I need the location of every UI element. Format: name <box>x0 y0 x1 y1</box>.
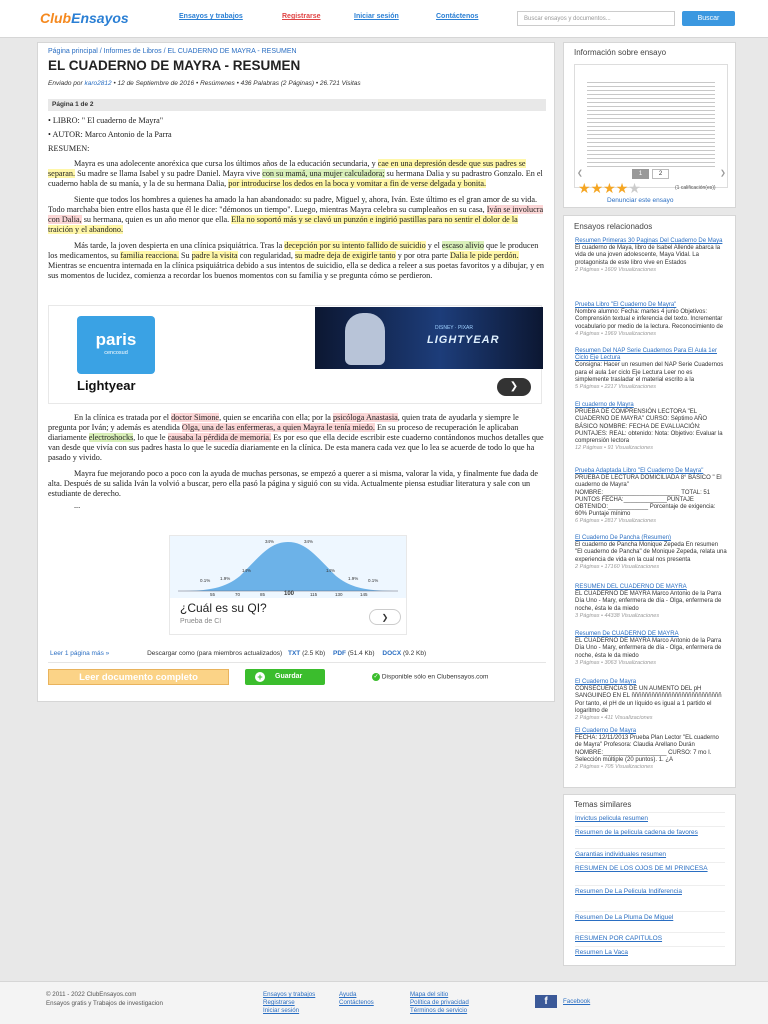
text: Mientras se encuentra internada en la clínica psiquiátrica debido a sus intentos de suicidio, ella se dedica a releer a sus poetas favoritos y a dibujar, y en sus momentos de lucidez, comienza a recordar los buenos momentos con su familia y se pregunta cómo se perdieron. <box>48 261 544 280</box>
nav-iniciar-sesion[interactable]: Iniciar sesión <box>354 13 399 20</box>
main-content <box>37 42 555 702</box>
doc-meta <box>48 80 361 87</box>
essay-paragraph: Mayra fue mejorando poco a poco con la ayuda de muchas personas, se empezó a querer a si misma, valorar la vida, y finalmente fue dada de alta. Después de su salida Iván la volvió a buscar, pero ella pasó la página y siguió con su vida. Actualmente piensa estudiar literatura y sale con un estudiante de derecho. <box>48 469 539 498</box>
divider <box>575 812 725 813</box>
highlight: decepción por su intento fallido de suicidio <box>284 241 426 250</box>
sent-by-label: Enviado por <box>48 80 83 87</box>
breadcrumb-current[interactable]: EL CUADERNO DE MAYRA - RESUMEN <box>167 48 297 55</box>
similar-title: Temas similares <box>574 800 632 809</box>
related-item-title[interactable]: El cuaderno de Mayra <box>575 402 634 408</box>
doc-words: 436 Palabras (2 Páginas) <box>240 80 315 87</box>
breadcrumb-category[interactable]: Informes de Libros <box>103 48 162 55</box>
search-input[interactable]: Buscar ensayos y documentos... <box>517 11 675 26</box>
ad-banner-lightyear[interactable] <box>48 305 542 404</box>
sidebar-info <box>563 42 736 208</box>
divider <box>575 932 725 933</box>
similar-item[interactable]: Resumen La Vaca <box>575 949 628 956</box>
breadcrumb-sep: / <box>161 48 168 55</box>
facebook-link[interactable]: Facebook <box>563 998 591 1005</box>
paris-logo-sub: cencosud <box>104 350 128 356</box>
highlight: con su mamá, una mujer calculadora; <box>262 169 385 178</box>
related-item-title[interactable]: El Cuaderno De Mayra <box>575 679 637 685</box>
highlight: cae en una depresión desde que sus padres se separan. <box>48 159 526 178</box>
text: Su <box>178 251 192 260</box>
related-item-body: EL CUADERNO DE MAYRA Marco Antonio de la Parra Día Uno - Mary, enfermera de día - Olga, enfermera de noche, ésta le da miedo <box>575 591 722 612</box>
essay-paragraph <box>48 241 544 281</box>
related-item-meta: 3 Páginas • 44338 Visualizaciones <box>575 612 660 619</box>
text: que le producen los medicamentos, su <box>48 241 539 260</box>
text: En su proceso de recuperación le aplicaban diariamente <box>48 423 519 442</box>
breadcrumb-sep: / <box>97 48 104 55</box>
download-txt-size: (2.5 Kb) <box>302 650 326 657</box>
doc-date: 12 de Septiembre de 2016 <box>117 80 195 87</box>
site-logo[interactable] <box>40 10 129 26</box>
highlight: Dalia le pide perdón. <box>450 251 519 260</box>
ad-next-button[interactable]: ❯ <box>497 378 531 396</box>
essay-paragraph <box>48 159 544 189</box>
footer-copyright: © 2011 - 2022 ClubEnsayos.com <box>46 991 137 998</box>
meta-sep: • <box>113 80 118 87</box>
nav-registrarse[interactable]: Registrarse <box>282 13 321 20</box>
related-item-title[interactable]: Prueba Libro "El Cuaderno De Mayra" <box>575 302 677 308</box>
related-item-meta: 3 Páginas • 3063 Visualizaciones <box>575 659 657 666</box>
text: , quien trata de ayudarla y siempre le pregunta por Iván; y además es atendida <box>48 413 519 432</box>
iq-pct: 34% <box>265 539 275 544</box>
author-link[interactable]: karo2812 <box>84 80 112 87</box>
iq-pct: 1.9% <box>220 576 231 581</box>
related-item[interactable] <box>575 584 727 620</box>
iq-tick: 145 <box>360 592 368 597</box>
footer-link-contacto[interactable]: Contáctenos <box>339 999 374 1006</box>
related-item-meta: 4 Páginas • 1969 Visualizaciones <box>575 330 657 337</box>
footer-link-ayuda[interactable]: Ayuda <box>339 991 357 998</box>
thumb-page-2[interactable]: 2 <box>652 169 669 179</box>
thumb-prev-icon[interactable]: ❮ <box>577 170 583 177</box>
iq-pct: 34% <box>304 539 314 544</box>
highlight: padre la visita <box>191 251 238 260</box>
essay-paragraph <box>48 195 544 235</box>
highlight: escaso alivio <box>441 241 484 250</box>
highlight: Ella no soportó más y se clavó un punzón e ingirió pastillas para no sentir el dolor de la traición y el abandono. <box>48 215 518 234</box>
doc-visits: 26.721 Visitas <box>319 80 361 87</box>
related-item-body: Nombre alumno: Fecha: martes 4 junio Objetivos: Comprensión textual e inferencia del texto. Incrementar vocabulario por medio de la lectura. Reconocimiento de <box>575 309 724 330</box>
text: En la clínica es tratada por el <box>74 413 172 422</box>
related-item-title[interactable]: RESUMEN DEL CUADERNO DE MAYRA <box>575 584 687 590</box>
paris-logo-text: paris <box>95 330 137 349</box>
highlight: su madre deja de exigirle tanto <box>294 251 396 260</box>
text: su hermana Dalia y su padrastro Gonzalo. En el cuaderno habla de su manía, y la de su hermana Dalia, <box>48 169 543 188</box>
related-item-meta: 2 Páginas • 411 Visualizaciones <box>575 715 653 722</box>
related-item-body: CONSECUENCIAS DE UN AUMENTO DEL pH SANGUINEO EN EL ñññññññññññññññññññññññññññ Por tanto, el pH de un líquido es igual a 1 partido el logaritmo de <box>575 686 722 714</box>
read-full-button[interactable]: Leer documento completo <box>48 669 229 685</box>
essay-paragraph <box>48 413 544 463</box>
essay-line: • AUTOR: Marco Antonio de la Parra <box>48 130 172 139</box>
related-item-meta: 2 Páginas • 1609 Visualizaciones <box>575 266 657 273</box>
related-item[interactable] <box>575 631 727 667</box>
related-item[interactable] <box>575 302 727 338</box>
available-text: Disponible sólo en Clubensayos.com <box>381 673 489 681</box>
iq-labels <box>170 536 406 598</box>
related-item-body: El cuaderno de Pancha Monique Zepeda En resumen "El cuaderno de Pancha" de Monique Zepeda, relata una experiencia de vida en la cual nos presenta <box>575 542 727 563</box>
footer-link-terms[interactable]: Términos de servicio <box>410 1007 468 1014</box>
rating-stars[interactable] <box>578 180 641 197</box>
lightyear-poster <box>315 307 543 369</box>
related-item-title[interactable]: El Cuaderno De Mayra <box>575 728 637 734</box>
star-icon[interactable]: ★ <box>628 180 641 196</box>
text: con regularidad, <box>237 251 295 260</box>
text: , quien se encariña con ella; por la <box>219 413 333 422</box>
thumbnail-lines <box>587 79 715 169</box>
similar-item[interactable]: Resumen De La Pluma De Miguel <box>575 914 674 921</box>
doc-type: Resúmenes <box>200 80 235 87</box>
highlight: Iván se involucra con Dalia, <box>48 205 544 224</box>
paris-logo <box>77 316 155 374</box>
related-item-title[interactable]: El Cuaderno De Pancha (Resumen) <box>575 535 672 541</box>
related-item-meta: 2 Páginas • 705 Visualizaciones <box>575 764 653 771</box>
footer-tagline: Ensayos gratis y Trabajos de investigacion <box>46 1000 163 1007</box>
iq-ad-title: ¿Cuál es su QI? <box>180 601 267 615</box>
footer-link-registrarse[interactable]: Registrarse <box>263 999 295 1006</box>
thumb-next-icon[interactable]: ❯ <box>720 170 726 177</box>
similar-item[interactable]: RESUMEN DE LOS OJOS DE MI PRINCESA <box>575 865 708 872</box>
related-item[interactable] <box>575 535 727 571</box>
essay-body-2 <box>48 413 544 511</box>
breadcrumb <box>48 48 297 55</box>
iq-tick: 100 <box>284 591 295 597</box>
meta-sep: • <box>195 80 201 87</box>
related-item-title[interactable]: Resumen Del NAP Serie Cuadernos Para El Aula 1er Ciclo Eje Lectura <box>575 348 717 362</box>
iq-pct: 14% <box>326 568 336 573</box>
text: y el <box>425 241 442 250</box>
report-link[interactable]: Denunciar este ensayo <box>607 197 674 204</box>
iq-tick: 55 <box>210 592 216 597</box>
rating-count: (1 calificación(es)) <box>675 185 716 191</box>
download-docx[interactable]: DOCX <box>382 650 402 657</box>
sidebar-similar <box>563 794 736 966</box>
related-item-meta: 2 Páginas • 17160 Visualizaciones <box>575 563 660 570</box>
footer <box>0 981 768 1024</box>
related-title: Ensayos relacionados <box>574 222 653 231</box>
star-icon[interactable]: ★ <box>590 180 604 196</box>
related-item-title[interactable]: Prueba Adaptada Libro "El Cuaderno De Mayra" <box>575 468 704 474</box>
doc-thumbnail[interactable] <box>574 64 728 188</box>
highlight: electroshocks <box>88 433 134 442</box>
sidebar-related <box>563 215 736 788</box>
text: su hermana, quien es un año menor que ella. <box>81 215 232 224</box>
ad-next-button[interactable]: ❯ <box>369 609 401 625</box>
text: Mayra es una adolecente anoréxica que cursa los últimos años de la educación secundaria, y <box>74 159 378 168</box>
poster-studio: DISNEY · PIXAR <box>435 325 473 331</box>
highlight: causaba la pérdida de memoria. <box>167 433 272 442</box>
similar-item[interactable]: Resumen de la pelicula cadena de favores <box>575 829 698 836</box>
similar-item[interactable]: RESUMEN POR CAPITULOS <box>575 935 663 942</box>
ad-banner-iq[interactable] <box>169 535 407 635</box>
iq-tick: 130 <box>335 592 343 597</box>
similar-item[interactable]: Invictus pelicula resumen <box>575 815 648 822</box>
related-item-title[interactable]: Resumen De CUADERNO DE MAYRA <box>575 631 679 637</box>
star-icon[interactable]: ★ <box>615 180 629 196</box>
buzz-figure <box>345 313 385 365</box>
divider <box>575 885 725 886</box>
logo-ensayos: Ensayos <box>71 10 129 26</box>
text: Siente que todos los hombres a quienes ha amado la han abandonado: su padre, Miguel y, ahora, Iván. Este último es el gran amor de su vida. Todo marchaba bien entre ellos hasta que él le dice: "démonos un tiempo". Luego, mientras Mayra celebra su cumpleaños en su casa, <box>48 195 538 214</box>
text: Más tarde, la joven despierta en una clínica psiquiátrica. Tras la <box>74 241 285 250</box>
search-button[interactable]: Buscar <box>682 11 735 26</box>
iq-ad-sub: Prueba de CI <box>180 618 222 625</box>
essay-line: RESUMEN: <box>48 144 90 153</box>
nav-contactenos[interactable]: Contáctenos <box>436 13 479 20</box>
read-more-link[interactable]: Leer 1 página más » <box>50 650 110 657</box>
thumb-page-1[interactable]: 1 <box>632 169 649 179</box>
divider <box>575 911 725 912</box>
text: Es por eso que ella decide escribir este cuaderno contándonos muchos detalles que van desde que vivía con sus padres hasta lo que le sucedía diariamente en la clínica. De esta manera cada vez que lo lea se acuerde de todo lo que ha pasado y vivido. <box>48 433 544 462</box>
highlight: Olga, una de las enfermeras, a quien Mayra le tenía miedo. <box>181 423 375 432</box>
divider <box>575 848 725 849</box>
iq-pct: 0.1% <box>368 578 379 583</box>
footer-link-sitemap[interactable]: Mapa del sitio <box>410 991 449 998</box>
text: , lo que le <box>133 433 168 442</box>
essay-body <box>48 116 544 281</box>
related-item-body: Consigna: Hacer un resumen del NAP Serie Cuadernos para el aula 1er ciclo Eje Lectura Leer no es simplemente trasladar el material escrito a la <box>575 362 724 383</box>
download-txt[interactable]: TXT <box>288 650 301 657</box>
divider <box>48 662 546 663</box>
related-item-body: EL CUADERNO DE MAYRA Marco Antonio de la Parra Día Uno - Mary, enfermera de día - Olga, enfermera de noche, ésta le da miedo <box>575 638 722 659</box>
divider <box>575 862 725 863</box>
related-item[interactable] <box>575 728 727 771</box>
footer-link-ensayos[interactable]: Ensayos y trabajos <box>263 991 316 998</box>
related-item-meta: 6 Páginas • 2817 Visualizaciones <box>575 518 657 525</box>
facebook-icon[interactable]: f <box>535 995 557 1008</box>
meta-sep: • <box>236 80 241 87</box>
related-item-meta: 5 Páginas • 2217 Visualizaciones <box>575 384 657 391</box>
available-note <box>372 673 488 681</box>
related-item-body: El cuaderno de Maya, libro de Isabel Allende abarca la vida de una joven adolescente, Maya Vidal. La protagonista de este libro vive en Estados <box>575 245 721 266</box>
logo-club: Club <box>40 10 72 26</box>
iq-pct: 14% <box>242 568 252 573</box>
similar-item[interactable]: Resumen De La Pelicula Indiferencia <box>575 888 682 895</box>
related-item-body: FECHA: 12/11/2013 Prueba Plan Lector "EL cuaderno de Mayra" Profesora: Claudia Arellano Durán NOMBRE:___________________ CURSO: 7 mo I. Selección múltiple (20 puntos). 1. ¿A <box>575 735 719 763</box>
similar-item[interactable]: Garantias individuales resumen <box>575 851 667 858</box>
related-item[interactable] <box>575 402 727 452</box>
iq-pct: 0.1% <box>200 578 211 583</box>
star-icon[interactable]: ★ <box>603 180 616 196</box>
related-item[interactable] <box>575 679 727 722</box>
star-icon[interactable]: ★ <box>578 180 591 196</box>
iq-tick: 70 <box>235 592 241 597</box>
iq-pct: 1.9% <box>348 576 359 581</box>
related-item-meta: 12 Páginas • 91 Visualizaciones <box>575 445 653 452</box>
page-indicator: Página 1 de 2 <box>48 99 546 111</box>
text: y por otra parte <box>395 251 450 260</box>
nav-ensayos[interactable]: Ensayos y trabajos <box>179 13 243 20</box>
download-docx-size: (9.2 Kb) <box>403 650 427 657</box>
download-pdf[interactable]: PDF <box>333 650 347 657</box>
footer-link-login[interactable]: Iniciar sesión <box>263 1007 300 1014</box>
related-item[interactable] <box>575 468 727 526</box>
top-bar <box>0 0 768 38</box>
check-icon: ✓ <box>373 674 379 680</box>
essay-line: • LIBRO: " El cuaderno de Mayra" <box>48 116 164 125</box>
highlight: doctor Simone <box>171 413 220 422</box>
iq-tick: 85 <box>260 592 266 597</box>
ad-text: Lightyear <box>77 378 136 393</box>
page-title: EL CUADERNO DE MAYRA - RESUMEN <box>48 58 301 73</box>
related-item-body: PRUEBA DE LECTURA DOMICILIADA 8° BÁSICO " El cuaderno de Mayra" NOMBRE:_______________________ TOTAL: 51 PUNTOS FECHA:_____________PUNTAJE OBTENIDO:____________ Porcentaje de exigencia: 60% Puntaje mínimo <box>575 475 722 518</box>
footer-link-privacy[interactable]: Política de privacidad <box>410 999 469 1006</box>
divider <box>575 946 725 947</box>
related-item-title[interactable]: Resumen Primeras 30 Paginas Del Cuaderno De Maya <box>575 238 723 244</box>
highlight: psicóloga Anastasia <box>332 413 398 422</box>
download-pdf-size: (51.4 Kb) <box>347 650 375 657</box>
breadcrumb-home[interactable]: Página principal <box>48 48 98 55</box>
poster-title: LIGHTYEAR <box>427 334 500 346</box>
text: Su madre se llama Isabel y su padre Daniel. Mayra vive <box>75 169 263 178</box>
divider <box>575 826 725 827</box>
download-row <box>50 650 544 657</box>
download-label: Descargar como (para miembros actualizados) <box>147 650 283 657</box>
save-label: Guardar <box>275 673 303 680</box>
iq-tick: 115 <box>310 592 318 597</box>
meta-sep: • <box>315 80 320 87</box>
essay-ellipsis: ... <box>74 501 81 510</box>
sidebar-info-title: Información sobre ensayo <box>574 48 667 57</box>
highlight: familia reacciona. <box>120 251 179 260</box>
plus-icon: + <box>255 672 265 682</box>
related-item-body: PRUEBA DE COMPRENSIÓN LECTORA "EL CUADERNO DE MAYRA" CURSO: Séptimo AÑO BÁSICO NOMBRE: FECHA DE EVALUACIÓN: PUNTAJES: REAL: obtenido: Nota: Objetivo: Evaluar la comprensión lectora <box>575 409 723 445</box>
related-item[interactable] <box>575 348 727 391</box>
save-button[interactable] <box>245 669 325 685</box>
highlight: por introducirse los dedos en la boca y vomitar a fin de verse delgada y bonita. <box>228 179 487 188</box>
related-item[interactable] <box>575 238 727 274</box>
